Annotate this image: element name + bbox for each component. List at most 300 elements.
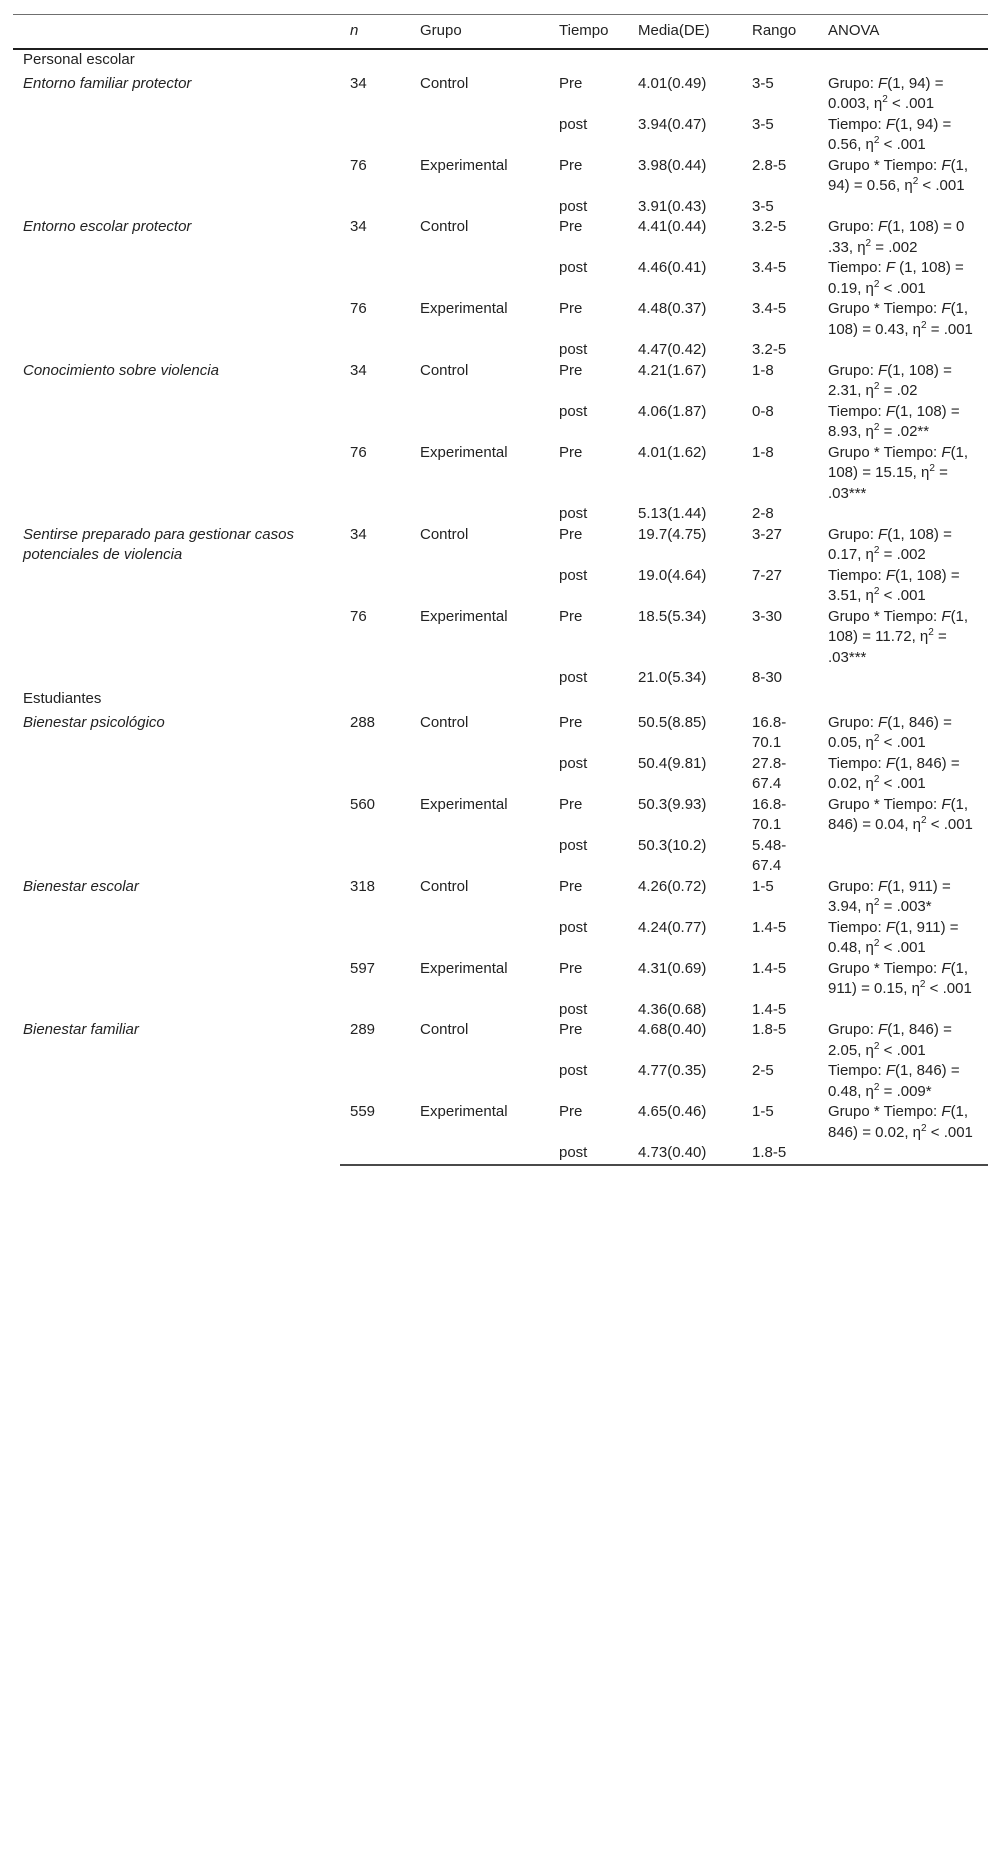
anova-eta: .003* (896, 898, 932, 915)
eta-squared-exponent: 2 (919, 979, 926, 990)
cell-rango: 3.4-5 (752, 259, 787, 276)
cell-rango: 5.48-67.4 (752, 836, 787, 874)
anova-eta: .002 (888, 238, 918, 256)
table-row (13, 1020, 988, 1061)
anova-eta: .001 (943, 1123, 973, 1141)
cell-anova: Tiempo: F(1, 108) = 8.93, $\eta^2 = .02**$ (828, 402, 960, 440)
cell-tiempo: post (559, 566, 588, 584)
anova-eta: .001 (943, 816, 973, 833)
anova-df: (1, 108) (894, 259, 951, 276)
anova-eq: = (950, 1062, 960, 1079)
cell-media: 4.21(1.67) (638, 361, 707, 379)
anova-eta-op: < (883, 734, 893, 751)
cell-media: 4.41(0.44) (638, 218, 707, 235)
cell-grupo (410, 668, 549, 689)
anova-eq: = (950, 566, 960, 584)
header-row (13, 15, 988, 49)
cell-anova: Tiempo: F(1, 846) = 0.48, $\eta^2 = .009*$ (828, 1062, 960, 1100)
cell-rango: 1.8-5 (752, 1021, 787, 1038)
eta-squared-exponent: 2 (921, 1122, 927, 1134)
measure-name: Bienestar psicológico (23, 713, 165, 731)
anova-eq: = (943, 525, 952, 543)
cell-anova (818, 340, 988, 361)
cell-rango: 2-5 (752, 1062, 774, 1079)
cell-n: 76 (350, 300, 367, 317)
cell-grupo (410, 836, 549, 877)
anova-f: 0.02, (875, 1123, 909, 1141)
cell-media: 50.5(8.85) (638, 713, 707, 731)
cell-rango: 1.8-5 (742, 1143, 818, 1165)
cell-rango: 16.8-70.1 (752, 713, 787, 751)
cell-grupo (410, 918, 549, 959)
anova-eta-op: = (875, 238, 885, 256)
anova-eq: = (943, 218, 952, 235)
cell-n (340, 754, 410, 795)
anova-label: Grupo * Tiempo: (828, 607, 938, 625)
f-symbol: F (941, 300, 951, 317)
anova-eta-op: < (883, 279, 893, 297)
cell-media: 21.0(5.34) (638, 669, 707, 686)
eta-squared-exponent: 2 (873, 774, 880, 785)
cell-grupo (410, 258, 549, 299)
cell-media: 4.24(0.77) (638, 918, 707, 936)
eta-squared-exponent: 2 (873, 586, 880, 597)
cell-tiempo: Pre (559, 361, 583, 379)
anova-eta-op: < (922, 177, 932, 194)
cell-tiempo: Pre (559, 443, 583, 461)
cell-n: 318 (350, 877, 376, 895)
cell-n (340, 836, 410, 877)
cell-grupo: Control (420, 74, 469, 92)
eta-squared-exponent: 2 (873, 733, 880, 744)
anova-eq: = (942, 115, 952, 133)
cell-grupo: Experimental (420, 607, 508, 625)
cell-media: 50.4(9.81) (638, 754, 707, 772)
cell-anova: Grupo * Tiempo: F(1, 911) = 0.15, $\eta^2 < .001$ (828, 959, 972, 997)
anova-eq: = (943, 1021, 952, 1038)
cell-n: 34 (350, 361, 367, 379)
cell-tiempo: post (559, 836, 588, 854)
cell-media: 4.68(0.40) (638, 1021, 707, 1038)
header-cell-n: n (340, 15, 410, 49)
cell-grupo: Experimental (420, 300, 508, 317)
anova-f: 0.19, (828, 279, 862, 297)
cell-rango: 7-27 (752, 566, 783, 584)
anova-eta-op: = (937, 628, 947, 645)
anova-label: Tiempo: (828, 754, 882, 772)
cell-rango: 0-8 (752, 402, 774, 420)
anova-f: 15.15, (875, 464, 917, 481)
anova-eq: = (862, 628, 871, 645)
cell-grupo (410, 566, 549, 607)
cell-tiempo: post (559, 754, 588, 772)
anova-label: Grupo * Tiempo: (828, 795, 938, 813)
anova-label: Grupo * Tiempo: (828, 300, 938, 317)
cell-grupo: Experimental (420, 1103, 508, 1120)
cell-grupo (410, 1143, 549, 1165)
eta-squared-exponent: 2 (912, 176, 919, 187)
table-row (13, 217, 988, 258)
anova-label: Grupo * Tiempo: (828, 443, 938, 461)
cell-tiempo: Pre (559, 713, 583, 731)
cell-grupo: Control (420, 877, 469, 895)
cell-tiempo: Pre (559, 218, 583, 235)
cell-grupo: Experimental (420, 156, 508, 174)
measure-name: Entorno familiar protector (23, 74, 192, 92)
cell-anova: Tiempo: F(1, 846) = 0.02, $\eta^2 < .001$ (828, 754, 960, 792)
anova-df: (1, 846) (887, 1021, 939, 1038)
anova-f: 0.05, (828, 734, 862, 751)
anova-label: Grupo: (828, 74, 874, 92)
cell-media: 50.3(9.93) (638, 795, 707, 813)
cell-grupo: Control (420, 525, 469, 543)
anova-eta-op: < (883, 1041, 893, 1059)
anova-eta: .001 (896, 587, 926, 604)
cell-anova: Grupo * Tiempo: F(1, 108) = 15.15, $\eta^2 = .03***$ (828, 443, 969, 502)
anova-label: Grupo * Tiempo: (828, 1103, 938, 1120)
anova-eta: .03*** (828, 648, 867, 666)
table-body (13, 49, 988, 1165)
f-symbol: F (885, 918, 895, 936)
f-symbol: F (885, 115, 895, 133)
f-symbol: F (878, 74, 888, 92)
cell-media: 4.31(0.69) (638, 959, 707, 977)
table-row (13, 877, 988, 918)
anova-df: (1, 108) (894, 402, 947, 420)
anova-df: (1, 846) (828, 1103, 969, 1141)
cell-tiempo: Pre (559, 525, 583, 543)
anova-df: (1, 846) (887, 713, 939, 731)
cell-rango: 1.4-5 (752, 1000, 787, 1018)
cell-rango: 2-8 (752, 505, 774, 522)
anova-f: 0.02, (828, 775, 862, 792)
anova-eq: = (862, 816, 871, 833)
anova-eta: .001 (896, 939, 926, 956)
cell-grupo (410, 1061, 549, 1102)
cell-tiempo: post (559, 669, 588, 686)
f-symbol: F (941, 607, 951, 625)
f-symbol: F (885, 259, 895, 276)
anova-label: Grupo * Tiempo: (828, 156, 938, 174)
anova-df: (1, 108) (894, 566, 947, 584)
cell-grupo (410, 754, 549, 795)
cell-grupo (410, 1000, 549, 1021)
header-cell-anova: ANOVA (818, 15, 988, 49)
cell-rango: 1-5 (752, 1103, 774, 1120)
cell-n: 597 (350, 959, 376, 977)
anova-eta: .001 (896, 775, 926, 792)
table-row (13, 361, 988, 402)
cell-anova (818, 1143, 988, 1165)
cell-n (340, 566, 410, 607)
cell-n: 76 (350, 156, 367, 174)
cell-tiempo: Pre (559, 959, 583, 977)
anova-eta-op: < (883, 136, 893, 153)
cell-rango: 3-5 (752, 197, 774, 215)
anova-eta-op: = (939, 464, 948, 481)
measure-name: Sentirse preparado para gestionar casos potenciales de violencia (23, 525, 294, 563)
anova-df: (1, 846) (894, 1062, 947, 1079)
cell-rango: 1-8 (752, 443, 774, 461)
header-cell-tiempo: Tiempo (549, 15, 628, 49)
cell-tiempo: post (559, 918, 588, 936)
cell-rango: 1.4-5 (752, 918, 787, 936)
cell-media: 4.46(0.41) (638, 259, 707, 276)
cell-anova (818, 504, 988, 525)
anova-eta-op: = (883, 546, 893, 563)
anova-eta: .001 (943, 320, 973, 338)
measure-name: Bienestar familiar (23, 1021, 139, 1038)
cell-media: 4.48(0.37) (638, 300, 707, 317)
header-cell-grupo: Grupo (410, 15, 549, 49)
cell-rango: 16.8-70.1 (752, 795, 787, 833)
anova-eta: .02** (896, 423, 930, 440)
cell-tiempo: post (559, 341, 588, 358)
cell-anova: Grupo * Tiempo: F(1, 108) = 11.72, $\eta^2 = .03***$ (828, 607, 969, 666)
anova-eta-op: < (929, 980, 939, 997)
section-title: Estudiantes (23, 689, 102, 707)
cell-rango: 3-30 (752, 607, 783, 625)
cell-rango: 3.2-5 (752, 341, 787, 358)
eta-squared-exponent: 2 (873, 1081, 880, 1093)
cell-tiempo: post (559, 197, 588, 215)
eta-squared-exponent: 2 (921, 815, 927, 826)
cell-anova (818, 668, 988, 689)
cell-anova: Grupo * Tiempo: F(1, 846) = 0.02, $\eta^2 < .001$ (828, 1103, 973, 1141)
cell-media: 4.65(0.46) (638, 1103, 707, 1120)
cell-anova: Grupo: F(1, 94) = 0.003, $\eta^2 < .001$ (828, 74, 944, 112)
anova-eta-op: = (930, 320, 940, 338)
cell-anova: Grupo: F(1, 108) = 2.31, $\eta^2 = .02$ (828, 361, 952, 399)
cell-anova: Tiempo: F(1, 94) = 0.56, $\eta^2 < .001$ (828, 115, 952, 153)
cell-media: 4.47(0.42) (638, 341, 707, 358)
anova-eta: .02 (896, 382, 918, 399)
section-row (13, 49, 988, 74)
header-cell-media: Media(DE) (628, 15, 742, 49)
cell-tiempo: post (559, 1000, 588, 1018)
anova-eta: .009* (896, 1082, 932, 1100)
cell-n: 288 (350, 713, 376, 731)
anova-df: (1, 94) (828, 156, 969, 194)
header-cell-label (13, 15, 340, 49)
anova-eta-op: < (891, 95, 901, 112)
anova-eq: = (943, 713, 952, 731)
eta-squared-exponent: 2 (873, 422, 880, 433)
anova-f: 0.43, (875, 320, 909, 338)
header-cell-rango: Rango (742, 15, 818, 49)
cell-rango: 2.8-5 (752, 156, 787, 174)
cell-n: 559 (350, 1103, 376, 1120)
cell-media: 4.36(0.68) (638, 1000, 707, 1018)
cell-grupo: Control (420, 361, 469, 379)
anova-f: 3.94, (828, 898, 862, 915)
anova-df: (1, 108) (887, 525, 939, 543)
section-row (13, 689, 988, 713)
anova-f: 11.72, (875, 628, 916, 645)
anova-eta: .001 (896, 279, 926, 297)
cell-media: 4.26(0.72) (638, 877, 707, 895)
anova-f: 0.003, (828, 95, 870, 112)
cell-media: 4.77(0.35) (638, 1062, 707, 1079)
cell-tiempo: Pre (559, 156, 583, 174)
measure-name: Entorno escolar protector (23, 218, 192, 235)
anova-eta-op: = (883, 898, 893, 915)
cell-rango: 3-5 (752, 74, 774, 92)
cell-rango: 27.8-67.4 (752, 754, 787, 792)
cell-n: 76 (350, 443, 367, 461)
cell-grupo: Control (420, 218, 469, 235)
table-row (13, 74, 988, 115)
anova-df: (1, 846) (894, 754, 947, 772)
cell-grupo (410, 115, 549, 156)
cell-anova: Tiempo: F (1, 108) = 0.19, $\eta^2 < .001$ (828, 259, 964, 297)
cell-tiempo: Pre (559, 300, 583, 317)
f-symbol: F (941, 1103, 951, 1120)
anova-eta: .002 (896, 546, 926, 563)
cell-tiempo: Pre (559, 607, 583, 625)
section-title: Personal escolar (23, 50, 135, 68)
anova-label: Grupo: (828, 713, 874, 731)
anova-eta: .001 (935, 177, 965, 194)
cell-media: 18.5(5.34) (638, 607, 707, 625)
anova-df: (1, 911) (894, 918, 946, 936)
cell-grupo (410, 402, 549, 443)
anova-f: 0.56, (828, 136, 862, 153)
anova-df: (1, 108) (828, 443, 969, 481)
cell-media: 3.94(0.47) (638, 115, 707, 133)
eta-squared-exponent: 2 (928, 627, 934, 638)
cell-tiempo: Pre (559, 74, 583, 92)
anova-df: (1, 108) (828, 300, 969, 338)
anova-label: Tiempo: (828, 115, 882, 133)
cell-media: 3.91(0.43) (638, 197, 707, 215)
cell-grupo: Control (420, 1021, 469, 1038)
anova-f: 0.48, (828, 939, 862, 956)
anova-f: 0.17, (828, 546, 862, 563)
cell-n (340, 1061, 410, 1102)
cell-tiempo: post (559, 115, 588, 133)
cell-rango: 1-8 (752, 361, 774, 379)
cell-anova: Grupo: F(1, 108) = 0.17, $\eta^2 = .002$ (828, 525, 952, 563)
anova-label: Grupo: (828, 361, 874, 379)
cell-grupo (410, 504, 549, 525)
cell-tiempo: Pre (559, 877, 583, 895)
f-symbol: F (885, 1062, 895, 1079)
anova-df: (1, 94) (887, 74, 931, 92)
anova-f: 3.51, (828, 587, 862, 604)
f-symbol: F (941, 443, 951, 461)
anova-df: (1, 108) (887, 218, 939, 235)
f-symbol: F (878, 218, 888, 235)
f-symbol: F (878, 1021, 888, 1038)
anova-f: 8.93, (828, 423, 862, 440)
cell-tiempo: post (559, 505, 588, 522)
eta-squared-exponent: 2 (873, 381, 880, 392)
cell-n: 34 (350, 74, 367, 92)
anova-label: Grupo: (828, 1021, 874, 1038)
measure-name: Conocimiento sobre violencia (23, 361, 219, 379)
anova-label: Tiempo: (828, 402, 882, 420)
anova-f: 2.31, (828, 382, 862, 399)
anova-eta: .001 (896, 136, 926, 153)
table-row (13, 713, 988, 754)
cell-media: 4.01(1.62) (638, 443, 707, 461)
cell-anova: Grupo: F(1, 846) = 2.05, $\eta^2 < .001$ (828, 1021, 952, 1059)
f-symbol: F (885, 566, 895, 584)
cell-anova: Tiempo: F(1, 108) = 3.51, $\eta^2 < .001$ (828, 566, 960, 604)
cell-media: 19.7(4.75) (638, 525, 707, 543)
f-symbol: F (885, 402, 895, 420)
cell-tiempo: post (559, 402, 588, 420)
cell-grupo (410, 340, 549, 361)
cell-rango: 1.4-5 (752, 959, 787, 977)
anova-eq: = (949, 918, 959, 936)
anova-eta: .001 (896, 734, 926, 751)
cell-tiempo: post (549, 1143, 628, 1165)
measure-name: Bienestar escolar (23, 877, 139, 895)
cell-anova: Tiempo: F(1, 911) = 0.48, $\eta^2 < .001$ (828, 918, 959, 956)
cell-tiempo: Pre (559, 1103, 583, 1120)
cell-n: 34 (350, 525, 367, 543)
cell-rango: 3.4-5 (752, 300, 787, 317)
cell-rango: 8-30 (752, 669, 783, 686)
anova-eq: = (955, 259, 964, 276)
anova-label: Tiempo: (828, 1062, 882, 1079)
anova-eq: = (934, 74, 944, 92)
anova-eta: .001 (904, 95, 935, 112)
anova-eq: = (941, 877, 951, 895)
anova-eta-op: < (930, 816, 940, 833)
anova-eq: = (861, 980, 870, 997)
cell-tiempo: Pre (559, 1021, 583, 1038)
cell-media: 4.01(0.49) (638, 74, 707, 92)
eta-squared-exponent: 2 (873, 938, 880, 949)
anova-eq: = (862, 1123, 871, 1141)
eta-squared-exponent: 2 (921, 319, 927, 331)
cell-anova: Grupo: F(1, 846) = 0.05, $\eta^2 < .001$ (828, 713, 952, 751)
cell-grupo: Experimental (420, 443, 508, 461)
anova-f: 0.48, (828, 1082, 862, 1100)
anova-f: 2.05, (828, 1041, 862, 1059)
cell-n: 289 (350, 1021, 376, 1038)
cell-media: 3.98(0.44) (638, 156, 707, 174)
anova-label: Grupo: (828, 525, 874, 543)
f-symbol: F (885, 754, 895, 772)
anova-f: 0 .33, (828, 218, 965, 256)
anova-eta-op: = (883, 382, 893, 399)
cell-tiempo: Pre (559, 795, 583, 813)
f-symbol: F (941, 156, 951, 174)
cell-tiempo: post (559, 1062, 588, 1079)
cell-n: 34 (350, 218, 367, 235)
eta-squared-exponent: 2 (873, 278, 880, 290)
cell-media: 4.06(1.87) (638, 402, 707, 420)
cell-grupo: Experimental (420, 959, 508, 977)
cell-n (340, 402, 410, 443)
anova-df: (1, 911) (828, 959, 969, 997)
f-symbol: F (878, 713, 888, 731)
cell-anova (818, 1000, 988, 1021)
cell-rango: 3-27 (752, 525, 783, 543)
anova-eta-op: = (883, 1082, 893, 1100)
eta-squared-exponent: 2 (873, 545, 880, 556)
cell-n (340, 918, 410, 959)
cell-n (340, 1143, 410, 1165)
cell-anova: Grupo * Tiempo: F(1, 108) = 0.43, $\eta^2 = .001$ (828, 300, 973, 338)
eta-squared-exponent: 2 (873, 1040, 880, 1052)
anova-eq: = (853, 177, 863, 194)
cell-grupo (410, 197, 549, 218)
